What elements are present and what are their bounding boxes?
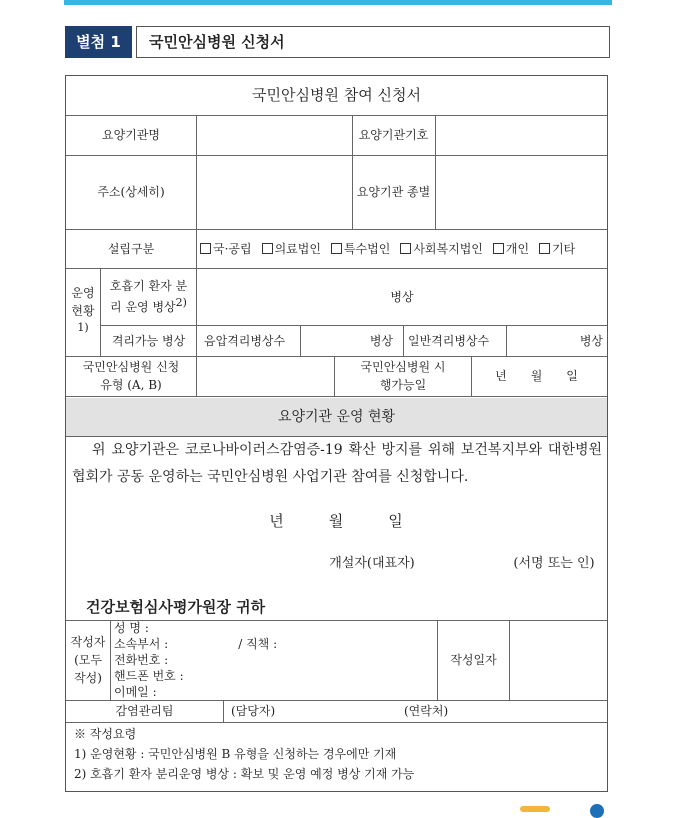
apply-type-field[interactable]	[197, 356, 334, 396]
writer-label: 작성자 (모두 작성)	[70, 635, 106, 685]
write-date-label: 작성일자	[450, 653, 497, 667]
recipient: 건강보험심사평가원장 귀하	[86, 598, 266, 616]
org-name-label: 요양기관명	[102, 128, 160, 142]
founding-option-3[interactable]: 특수법인	[331, 240, 390, 258]
negative-pressure-field[interactable]: 병상	[369, 333, 393, 348]
start-date-field[interactable]: 년 월 일	[495, 369, 584, 383]
org-code-field[interactable]	[436, 115, 607, 155]
isolation-label: 격리가능 병상	[111, 333, 186, 348]
founding-options	[200, 229, 607, 268]
date-line: 년 월 일	[269, 511, 403, 530]
address-label: 주소(상세히)	[97, 185, 165, 199]
statement-text: 위 요양기관은 코로나바이러스감염증-19 확산 방지를 위해 보건복지부와 대한병원협회가 공동 운영하는 국민안심병원 사업기관 참여를 신청합니다.	[72, 442, 602, 485]
org-code-label: 요양기관기호	[358, 128, 429, 142]
founding-option-4[interactable]: 사회복지법인	[400, 240, 483, 258]
writing-notes	[74, 724, 604, 784]
form-title: 국민안심병원 참여 신청서	[252, 86, 421, 105]
founding-label: 설립구분	[107, 241, 155, 256]
manager-field[interactable]: (담당자)	[231, 704, 276, 718]
general-isolation-label: 일반격리병상수	[408, 333, 490, 348]
founding-option-5[interactable]: 개인	[493, 240, 529, 258]
note-1: 1) 운영현황 : 국민안심병원 B 유형을 신청하는 경우에만 기재	[74, 747, 397, 761]
checkbox-icon	[539, 243, 550, 254]
resp-bed-field[interactable]: 병상	[390, 289, 414, 304]
writer-phone-field[interactable]: 전화번호 :	[114, 653, 169, 667]
checkbox-icon	[493, 243, 504, 254]
attachment-header	[65, 26, 610, 58]
page-marker-icon	[590, 804, 604, 818]
general-isolation-field[interactable]: 병상	[579, 333, 603, 348]
attachment-badge: 별첨 1	[65, 26, 132, 58]
founder-label: 개설자(대표자)	[329, 556, 415, 572]
org-name-field[interactable]	[197, 115, 352, 155]
org-type-label: 요양기관 종별	[356, 185, 431, 199]
writer-mobile-field[interactable]: 핸드폰 번호 :	[114, 669, 184, 683]
signature-label[interactable]: (서명 또는 인)	[513, 556, 595, 572]
start-date-label: 국민안심병원 시행가능일	[360, 360, 446, 392]
team-label: 감염관리팀	[115, 704, 174, 718]
checkbox-icon	[262, 243, 273, 254]
writer-dept-field[interactable]: 소속부서 : / 직책 :	[114, 637, 278, 651]
top-accent-bar	[64, 0, 612, 5]
footer-decoration	[520, 806, 550, 812]
resp-bed-label: 호흡기 환자 분리 운영 병상$^{2)}$	[109, 279, 188, 314]
founding-option-2[interactable]: 의료법인	[262, 240, 321, 258]
contact-field[interactable]: (연락처)	[404, 704, 449, 718]
writer-position-label: / 직책 :	[238, 637, 278, 651]
founding-option-6[interactable]: 기타	[539, 240, 575, 258]
attachment-title: 국민안심병원 신청서	[136, 26, 610, 58]
note-2: 2) 호흡기 환자 분리운영 병상 : 확보 및 운영 예정 병상 기재 가능	[74, 767, 415, 781]
writer-fields	[114, 620, 434, 700]
write-date-field[interactable]	[510, 620, 607, 700]
checkbox-icon	[331, 243, 342, 254]
org-type-field[interactable]	[436, 155, 607, 229]
status-title: 요양기관 운영 현황	[277, 408, 396, 425]
application-form	[65, 75, 608, 792]
founding-option-1[interactable]: 국·공립	[200, 240, 252, 258]
notes-title: ※ 작성요령	[74, 727, 137, 741]
writer-name-field[interactable]: 성 명 :	[114, 621, 149, 635]
writer-email-field[interactable]: 이메일 :	[114, 685, 157, 699]
checkbox-icon	[200, 243, 211, 254]
operation-label: 운영 현황$^{1)}$	[71, 285, 95, 334]
apply-type-label: 국민안심병원 신청유형 (A, B)	[82, 360, 180, 392]
address-field[interactable]	[197, 155, 352, 229]
negative-pressure-label: 음압격리병상수	[204, 333, 286, 348]
checkbox-icon	[400, 243, 411, 254]
